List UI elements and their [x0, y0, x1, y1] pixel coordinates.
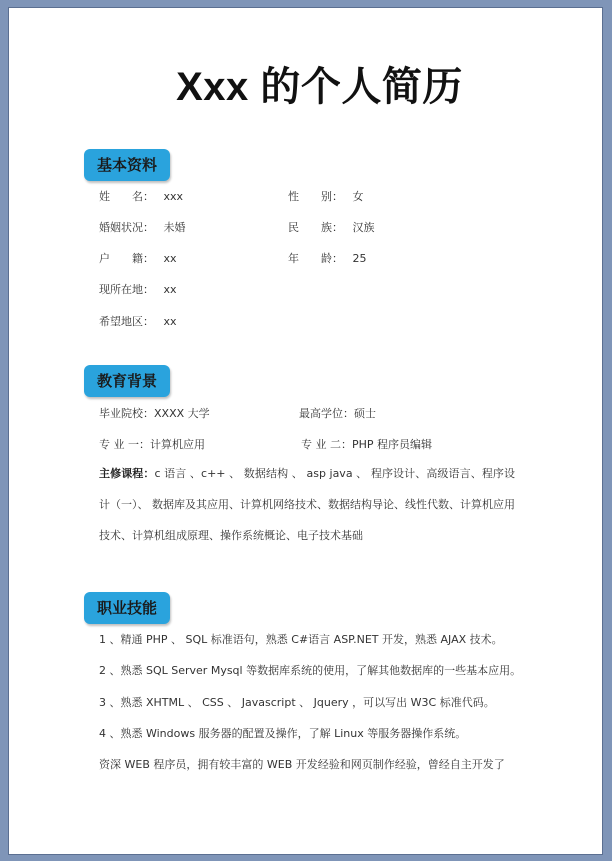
ethnic-value: 汉族 [352, 221, 375, 234]
gender-label: 性 别： [288, 190, 343, 203]
hukou-value: xx [163, 252, 177, 265]
name-value: xxx [163, 190, 184, 203]
age-value: 25 [352, 252, 367, 265]
section-heading-basic-info: 基本资料 [84, 149, 170, 181]
courses-label: 主修课程： [99, 467, 155, 480]
hukou-label: 户 籍： [99, 252, 154, 265]
marital-value: 未婚 [163, 221, 186, 234]
current-location-value: xx [163, 283, 177, 296]
basic-ethnic [288, 219, 375, 235]
desired-region-label: 希望地区： [99, 315, 154, 328]
section-heading-education: 教育背景 [84, 365, 170, 397]
basic-row-3 [99, 250, 177, 266]
basic-row-5 [99, 313, 177, 329]
resume-page [8, 7, 603, 855]
desired-region-value: xx [163, 315, 177, 328]
education-degree: 最高学位：硕士 [299, 407, 376, 420]
basic-gender [288, 188, 364, 204]
basic-row-4 [99, 281, 177, 297]
education-major-2: 专 业 二：PHP 程序员编辑 [301, 438, 433, 451]
ethnic-label: 民 族： [288, 221, 343, 234]
marital-label: 婚姻状况： [99, 221, 154, 234]
skill-item: 3 、熟悉 XHTML 、 CSS 、 Javascript 、 Jquery ，可以写出 W3C 标准代码。 [99, 696, 495, 709]
gender-value: 女 [352, 190, 364, 203]
current-location-label: 现所在地： [99, 283, 154, 296]
education-major-1: 专 业 一：计算机应用 [99, 438, 205, 451]
skill-item: 2 、熟悉 SQL Server Mysql 等数据库系统的使用，了解其他数据库的一些基本应用。 [99, 664, 522, 677]
basic-age [288, 250, 367, 266]
name-label: 姓 名： [99, 190, 154, 203]
education-school: 毕业院校：XXXX 大学 [99, 407, 210, 420]
education-courses [99, 458, 515, 551]
courses-text: c 语言 、c++ 、 数据结构 、 asp java 、 程序设计、高级语言、程序设计（一）、 数据库及其应用、计算机网络技术、数据结构导论、线性代数、计算机应用技术、计算机组成原理、操作系统概论、电子技术基础 [99, 467, 516, 542]
basic-row-1 [99, 188, 183, 204]
skill-item: 4 、熟悉 Windows 服务器的配置及操作，了解 Linux 等服务器操作系统。 [99, 727, 467, 740]
page-title: Xxx 的个人简历 [176, 65, 463, 109]
section-heading-skills: 职业技能 [84, 592, 170, 624]
age-label: 年 龄： [288, 252, 343, 265]
skill-item: 1 、精通 PHP 、 SQL 标准语句，熟悉 C#语言 ASP.NET 开发，熟悉 AJAX 技术。 [99, 633, 503, 646]
skill-summary: 资深 WEB 程序员，拥有较丰富的 WEB 开发经验和网页制作经验，曾经自主开发了 [99, 758, 505, 771]
basic-row-2 [99, 219, 186, 235]
